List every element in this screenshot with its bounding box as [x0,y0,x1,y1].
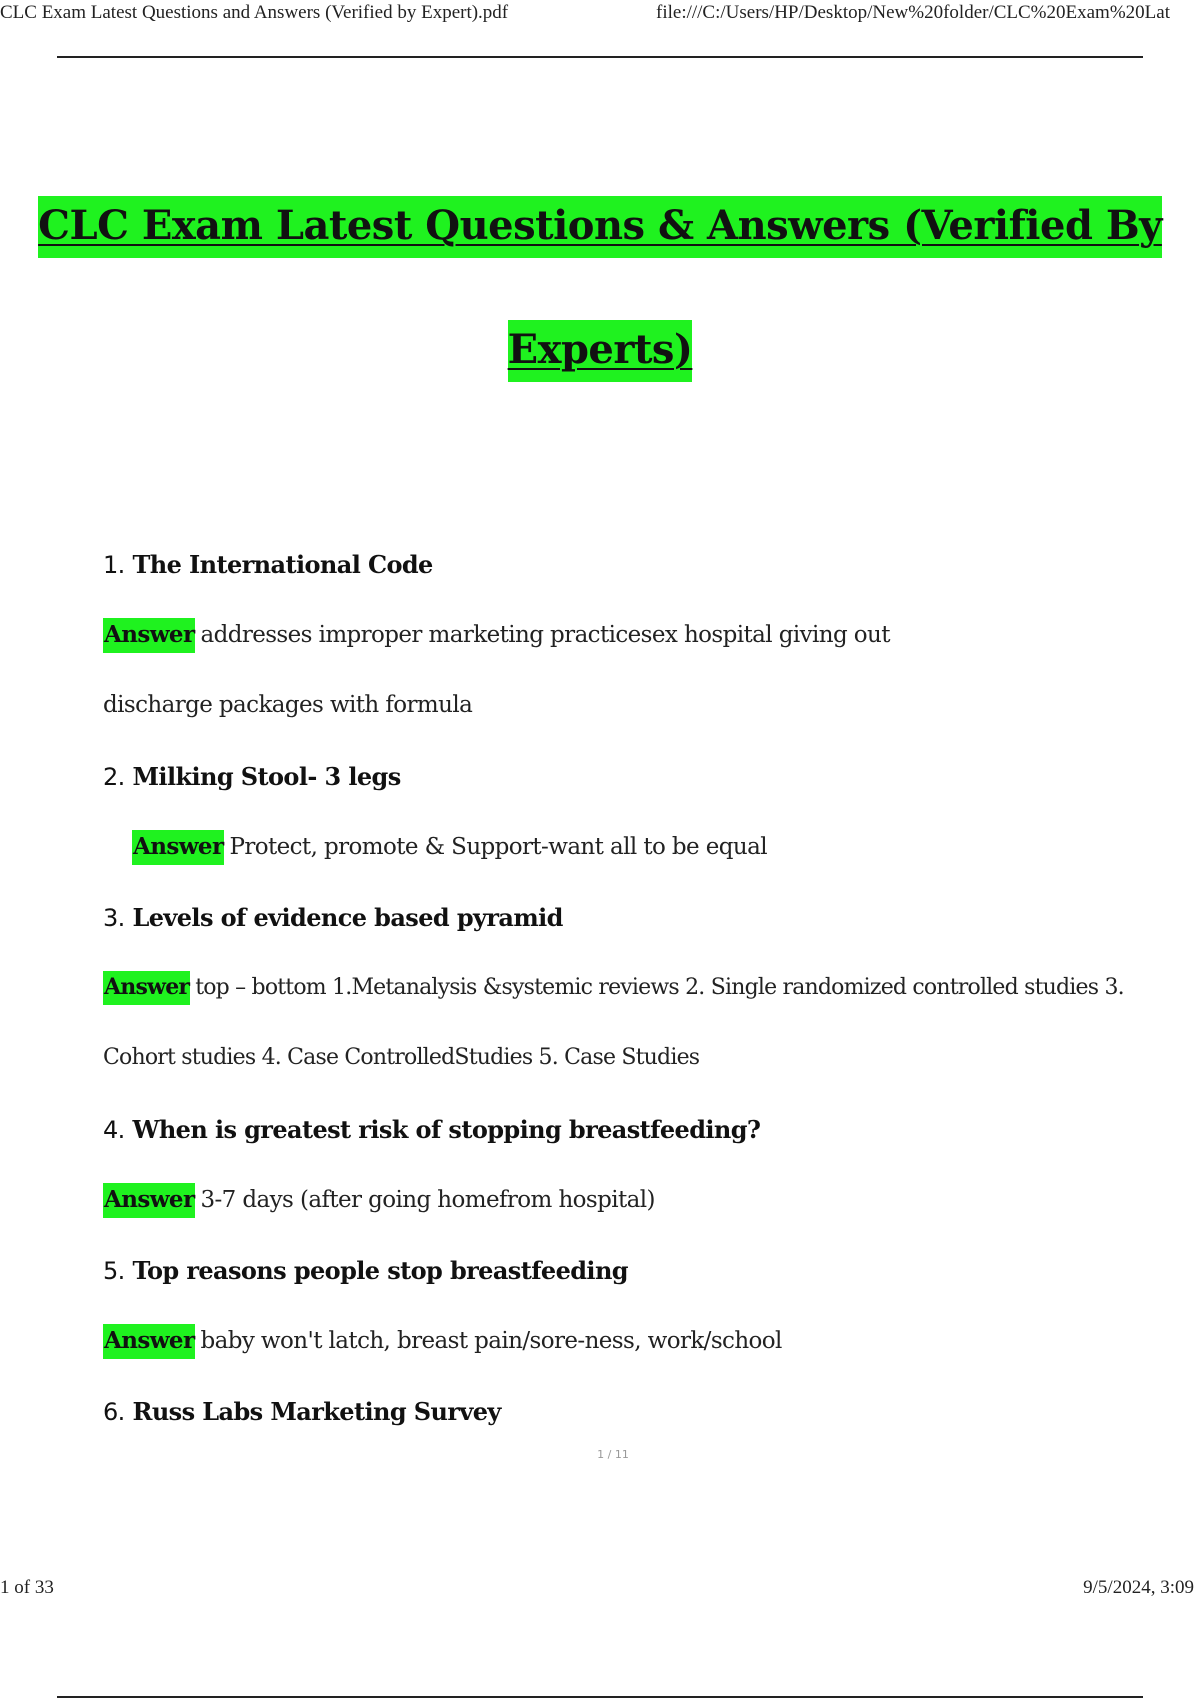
document-title-line-2 [0,326,1200,373]
file-url: file:///C:/Users/HP/Desktop/New%20folder/CLC%20Exam%20Lat [656,2,1170,23]
answer-1-continued: discharge packages with formula [103,692,473,718]
answer-label: Answer [103,1324,195,1359]
answer-text: 3-7 days (after going homefrom hospital) [200,1187,655,1213]
question-number: 5. [103,1257,125,1285]
answer-text: top – bottom 1.Metanalysis &systemic reviews 2. Single randomized controlled studies 3. [195,975,1124,1000]
answer-4 [103,1186,655,1213]
title-highlight-2: Experts) [508,320,693,382]
answer-label: Answer [132,830,224,865]
question-text: Top reasons people stop breastfeeding [132,1256,628,1285]
answer-label: Answer [103,618,195,653]
answer-3 [103,974,1124,1000]
title-highlight-1: CLC Exam Latest Questions & Answers (Verified By [38,196,1162,258]
print-datetime: 9/5/2024, 3:09 [1083,1577,1194,1598]
question-3 [103,903,563,932]
inner-page-indicator: 1 / 11 [597,1448,629,1461]
question-4 [103,1115,760,1144]
answer-text: Protect, promote & Support-want all to be equal [229,834,767,860]
question-number: 4. [103,1116,125,1144]
document-filename: CLC Exam Latest Questions and Answers (Verified by Expert).pdf [0,2,509,23]
answer-3-continued: Cohort studies 4. Case ControlledStudies 5. Case Studies [103,1045,700,1070]
question-text: Russ Labs Marketing Survey [132,1397,501,1426]
answer-label: Answer [103,1183,195,1218]
question-6 [103,1397,501,1426]
answer-text: baby won't latch, breast pain/sore-ness, work/school [200,1328,782,1354]
page-count: 1 of 33 [0,1577,54,1598]
answer-5 [103,1327,782,1354]
bottom-divider [57,1696,1143,1698]
document-title-line-1 [0,202,1200,249]
question-1 [103,550,433,579]
question-2 [103,762,401,791]
answer-text: addresses improper marketing practicesex hospital giving out [200,622,890,648]
answer-1 [103,621,890,648]
top-divider [57,56,1143,58]
answer-2 [132,833,767,860]
question-number: 2. [103,763,125,791]
question-number: 1. [103,551,125,579]
question-number: 6. [103,1398,125,1426]
question-text: When is greatest risk of stopping breastfeeding? [132,1115,761,1144]
question-text: Levels of evidence based pyramid [132,903,563,932]
answer-label: Answer [103,971,190,1005]
question-5 [103,1256,628,1285]
question-number: 3. [103,904,125,932]
question-text: Milking Stool- 3 legs [132,762,401,791]
question-text: The International Code [132,550,433,579]
